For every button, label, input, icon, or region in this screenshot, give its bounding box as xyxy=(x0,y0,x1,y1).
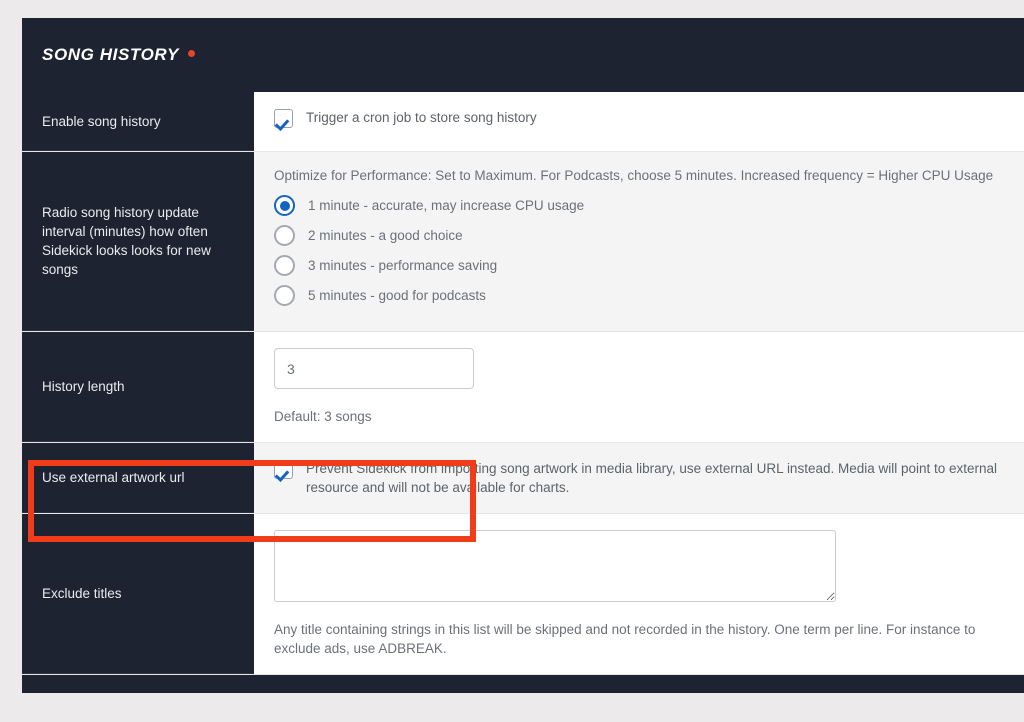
panel-footer xyxy=(22,675,1024,693)
radio-icon[interactable] xyxy=(274,195,295,216)
external-artwork-checkbox-label: Prevent Sidekick from importing song artwork in media library, use external URL instead. Media will point to external resource and will not be available for charts. xyxy=(306,461,998,495)
interval-option-label: 5 minutes - good for podcasts xyxy=(308,288,486,303)
interval-option-1-minute[interactable] xyxy=(274,195,1014,216)
row-label: Exclude titles xyxy=(22,514,254,674)
setting-row-enable-song-history xyxy=(22,92,1024,152)
song-history-panel xyxy=(22,18,1024,693)
row-body xyxy=(254,514,1024,674)
interval-option-5-minutes[interactable] xyxy=(274,285,1014,306)
interval-hint: Optimize for Performance: Set to Maximum. For Podcasts, choose 5 minutes. Increased frequency = Higher CPU Usage xyxy=(274,168,994,183)
exclude-titles-hint: Any title containing strings in this list will be skipped and not recorded in the history. One term per line. For instance to exclude ads, use ADBREAK. xyxy=(274,622,976,656)
panel-title-text: SONG HISTORY xyxy=(42,45,179,64)
row-body xyxy=(254,152,1024,331)
radio-icon[interactable] xyxy=(274,285,295,306)
radio-icon[interactable] xyxy=(274,255,295,276)
row-body xyxy=(254,92,1024,151)
page-title xyxy=(42,45,195,65)
row-label: Radio song history update interval (minutes) how often Sidekick looks looks for new songs xyxy=(22,152,254,331)
exclude-titles-textarea[interactable] xyxy=(274,530,836,602)
history-length-hint: Default: 3 songs xyxy=(274,409,372,424)
panel-header xyxy=(22,18,1024,92)
row-label: History length xyxy=(22,332,254,442)
external-artwork-checkbox-line[interactable] xyxy=(274,459,1014,497)
radio-icon[interactable] xyxy=(274,225,295,246)
row-label: Use external artwork url xyxy=(22,443,254,513)
interval-option-label: 3 minutes - performance saving xyxy=(308,258,498,273)
external-artwork-checkbox[interactable] xyxy=(274,460,293,479)
row-body xyxy=(254,443,1024,513)
row-body xyxy=(254,332,1024,442)
setting-row-use-external-artwork-url xyxy=(22,443,1024,514)
interval-option-label: 2 minutes - a good choice xyxy=(308,228,463,243)
interval-option-3-minutes[interactable] xyxy=(274,255,1014,276)
row-label: Enable song history xyxy=(22,92,254,151)
setting-row-history-interval xyxy=(22,152,1024,332)
history-length-input[interactable] xyxy=(274,348,474,389)
interval-option-2-minutes[interactable] xyxy=(274,225,1014,246)
enable-song-history-checkbox-label: Trigger a cron job to store song history xyxy=(306,110,537,125)
interval-option-label: 1 minute - accurate, may increase CPU usage xyxy=(308,198,585,213)
setting-row-exclude-titles xyxy=(22,514,1024,675)
enable-song-history-checkbox[interactable] xyxy=(274,109,293,128)
status-dot-icon xyxy=(188,50,195,57)
setting-row-history-length xyxy=(22,332,1024,443)
enable-song-history-checkbox-line[interactable] xyxy=(274,108,1014,128)
